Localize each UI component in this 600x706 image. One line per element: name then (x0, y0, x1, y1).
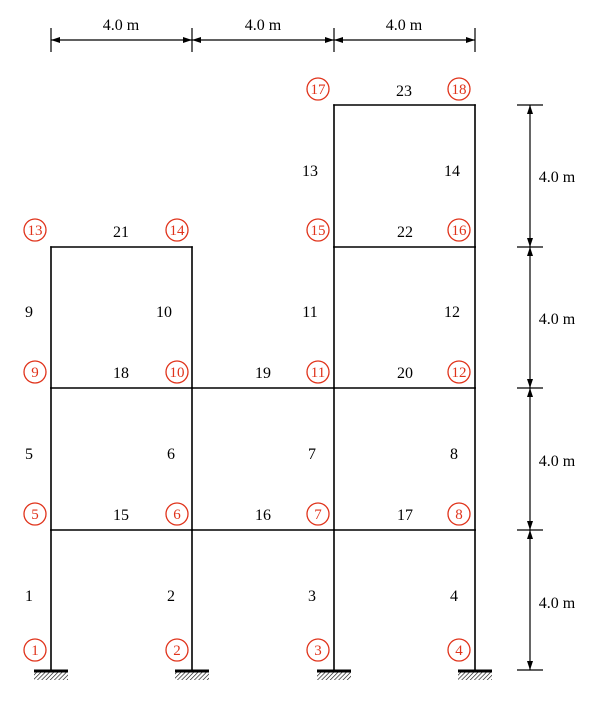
member-label: 6 (167, 446, 175, 463)
member-label: 9 (25, 304, 33, 321)
top-dim-label: 4.0 m (385, 17, 423, 34)
member-label: 3 (308, 588, 316, 605)
node-label: 9 (31, 365, 39, 381)
member-label: 1 (25, 588, 33, 605)
fixed-support-icon (34, 671, 68, 680)
member-label: 4 (450, 588, 458, 605)
node-label: 12 (451, 365, 467, 381)
node-label: 14 (169, 223, 185, 239)
node-label: 5 (31, 507, 39, 523)
member-label: 10 (156, 304, 172, 321)
right-dim-label: 4.0 m (538, 311, 576, 328)
member-labels (25, 83, 460, 605)
node-label: 1 (31, 643, 39, 659)
node-label: 3 (314, 643, 322, 659)
fixed-support-icon (458, 671, 492, 680)
right-dim-label: 4.0 m (538, 169, 576, 186)
node-label: 17 (310, 82, 326, 98)
right-dim-label: 4.0 m (538, 595, 576, 612)
member-label: 19 (255, 365, 271, 382)
member-label: 17 (397, 507, 413, 524)
member-label: 22 (397, 224, 413, 241)
node-label: 4 (455, 643, 463, 659)
member-label: 12 (444, 304, 460, 321)
fixed-support-icon (175, 671, 209, 680)
member-label: 18 (113, 365, 129, 382)
node-label: 2 (173, 643, 181, 659)
member-label: 15 (113, 507, 129, 524)
member-label: 7 (308, 446, 316, 463)
node-label: 6 (173, 507, 181, 523)
member-label: 16 (255, 507, 271, 524)
node-label: 13 (27, 223, 43, 239)
node-label: 10 (169, 365, 185, 381)
member-label: 14 (444, 163, 460, 180)
frame-members (51, 105, 475, 670)
node-label: 8 (455, 507, 463, 523)
member-label: 23 (396, 83, 412, 100)
node-label: 7 (314, 507, 322, 523)
member-label: 8 (450, 446, 458, 463)
member-label: 11 (302, 304, 318, 321)
node-label: 16 (451, 223, 467, 239)
right-dim-label: 4.0 m (538, 453, 576, 470)
fixed-supports (34, 671, 492, 680)
node-label: 15 (310, 223, 326, 239)
member-label: 13 (302, 163, 318, 180)
member-label: 21 (113, 224, 129, 241)
top-dim-label: 4.0 m (102, 17, 140, 34)
node-label: 18 (451, 82, 467, 98)
node-label: 11 (310, 365, 326, 381)
member-label: 5 (25, 446, 33, 463)
fixed-support-icon (317, 671, 351, 680)
top-dim-label: 4.0 m (244, 17, 282, 34)
member-label: 20 (397, 365, 413, 382)
member-label: 2 (167, 588, 175, 605)
